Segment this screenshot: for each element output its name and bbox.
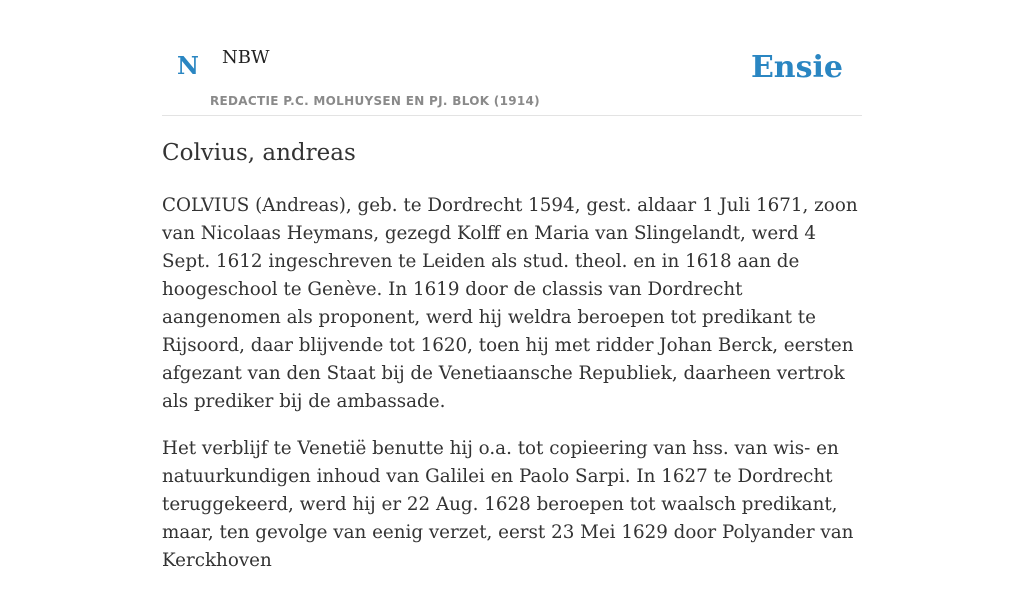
source-logo-icon[interactable]: N xyxy=(177,51,199,80)
source-name[interactable]: NBW xyxy=(222,47,270,68)
article-paragraph: Het verblijf te Venetië benutte hij o.a. tot copieering van hss. van wis- en natuurkundigen inhoud van Galilei en Paolo Sarpi. In 1627 te Dordrecht teruggekeerd, werd hij er 22 Aug. 1628 beroepen tot waalsch predikant, maar, ten gevolge van eenig verzet, eerst 23 Mei 1629 door Polyander van Kerckhoven xyxy=(162,438,854,571)
article-body xyxy=(162,192,862,594)
site-header xyxy=(162,0,862,116)
article-title: Colvius, andreas xyxy=(162,140,356,166)
article-paragraph: COLVIUS (Andreas), geb. te Dordrecht 1594, gest. aldaar 1 Juli 1671, zoon van Nicolaas Heymans, gezegd Kolff en Maria van Slingelandt, werd 4 Sept. 1612 ingeschreven te Leiden als stud. theol. en in 1618 aan de hoogeschool te Genève. In 1619 door de classis van Dordrecht aangenomen als proponent, werd hij weldra beroepen tot predikant te Rijsoord, daar blijvende tot 1620, toen hij met ridder Johan Berck, eersten afgezant van den Staat bij de Venetiaansche Republiek, daarheen vertrok als prediker bij de ambassade. xyxy=(162,195,858,412)
ensie-logo[interactable]: Ensie xyxy=(750,50,843,85)
source-editors: REDACTIE P.C. MOLHUYSEN EN PJ. BLOK (1914) xyxy=(210,94,540,108)
